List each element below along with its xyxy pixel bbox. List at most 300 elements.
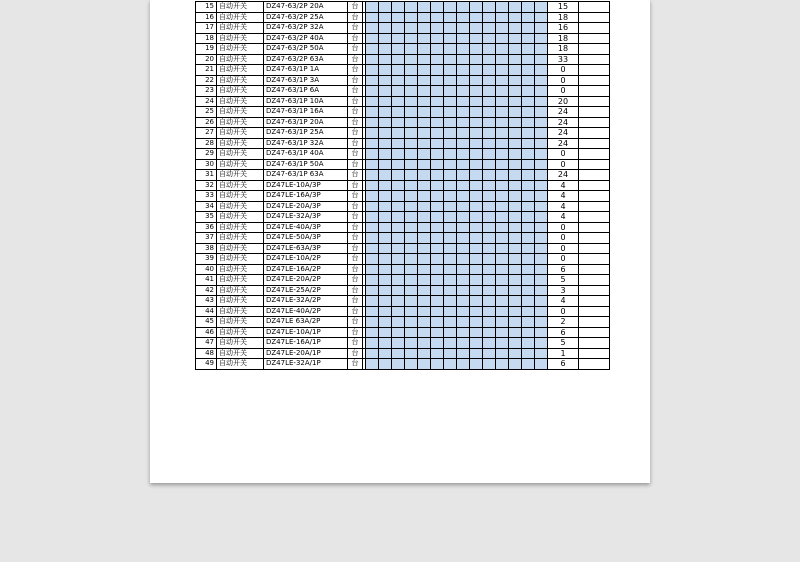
blank-grid-cell xyxy=(405,33,418,44)
blank-grid-cell xyxy=(509,65,522,76)
blank-grid-cell xyxy=(535,44,548,55)
quantity-cell: 1 xyxy=(548,348,579,359)
quantity-cell: 24 xyxy=(548,138,579,149)
blank-grid-cell xyxy=(418,233,431,244)
blank-grid-cell xyxy=(522,180,535,191)
blank-grid-cell xyxy=(496,243,509,254)
blank-grid-cell xyxy=(444,327,457,338)
item-spec-cell: DZ47-63/2P 25A xyxy=(264,12,348,23)
item-name-cell: 自动开关 xyxy=(217,170,264,181)
blank-grid-cell xyxy=(444,128,457,139)
blank-grid-cell xyxy=(483,159,496,170)
item-name-cell: 自动开关 xyxy=(217,2,264,13)
blank-grid-cell xyxy=(470,254,483,265)
blank-grid-cell xyxy=(444,191,457,202)
table-row xyxy=(196,275,610,286)
blank-grid-cell xyxy=(522,96,535,107)
item-spec-cell: DZ47LE-20A/3P xyxy=(264,201,348,212)
blank-grid-cell xyxy=(392,359,405,370)
unit-cell: 台 xyxy=(348,33,363,44)
blank-grid-cell xyxy=(418,254,431,265)
blank-grid-cell xyxy=(535,2,548,13)
blank-grid-cell xyxy=(418,149,431,160)
blank-grid-cell xyxy=(366,243,379,254)
blank-grid-cell xyxy=(470,117,483,128)
blank-grid-cell xyxy=(522,117,535,128)
blank-grid-cell xyxy=(431,149,444,160)
blank-grid-cell xyxy=(392,138,405,149)
blank-grid-cell xyxy=(379,212,392,223)
blank-grid-cell xyxy=(470,306,483,317)
item-name-cell: 自动开关 xyxy=(217,86,264,97)
blank-grid-cell xyxy=(522,65,535,76)
blank-grid-cell xyxy=(496,107,509,118)
table-row xyxy=(196,222,610,233)
blank-grid-cell xyxy=(457,306,470,317)
blank-grid-cell xyxy=(405,170,418,181)
blank-grid-cell xyxy=(379,2,392,13)
row-number-cell: 48 xyxy=(196,348,217,359)
blank-grid-cell xyxy=(496,348,509,359)
blank-grid-cell xyxy=(431,23,444,34)
blank-grid-cell xyxy=(509,54,522,65)
blank-grid-cell xyxy=(431,285,444,296)
blank-grid-cell xyxy=(431,138,444,149)
blank-grid-cell xyxy=(457,275,470,286)
blank-grid-cell xyxy=(457,180,470,191)
blank-grid-cell xyxy=(522,222,535,233)
blank-grid-cell xyxy=(470,212,483,223)
table-row xyxy=(196,159,610,170)
blank-grid-cell xyxy=(509,191,522,202)
item-spec-cell: DZ47LE-40A/2P xyxy=(264,306,348,317)
blank-grid-cell xyxy=(457,96,470,107)
blank-grid-cell xyxy=(431,117,444,128)
unit-cell: 台 xyxy=(348,359,363,370)
row-number-cell: 34 xyxy=(196,201,217,212)
blank-grid-cell xyxy=(444,54,457,65)
blank-grid-cell xyxy=(496,117,509,128)
blank-grid-cell xyxy=(405,128,418,139)
table-row xyxy=(196,191,610,202)
table-row xyxy=(196,149,610,160)
blank-grid-cell xyxy=(366,170,379,181)
blank-grid-cell xyxy=(457,33,470,44)
blank-grid-cell xyxy=(405,54,418,65)
row-number-cell: 15 xyxy=(196,2,217,13)
item-spec-cell: DZ47LE 63A/2P xyxy=(264,317,348,328)
blank-grid-cell xyxy=(444,180,457,191)
unit-cell: 台 xyxy=(348,306,363,317)
blank-grid-cell xyxy=(483,338,496,349)
blank-grid-cell xyxy=(431,359,444,370)
item-name-cell: 自动开关 xyxy=(217,201,264,212)
blank-grid-cell xyxy=(379,222,392,233)
blank-grid-cell xyxy=(379,317,392,328)
blank-grid-cell xyxy=(418,96,431,107)
blank-grid-cell xyxy=(418,180,431,191)
blank-grid-cell xyxy=(379,33,392,44)
blank-grid-cell xyxy=(509,107,522,118)
item-spec-cell: DZ47-63/2P 63A xyxy=(264,54,348,65)
row-number-cell: 31 xyxy=(196,170,217,181)
blank-cell xyxy=(579,86,610,97)
blank-grid-cell xyxy=(444,285,457,296)
blank-grid-cell xyxy=(444,33,457,44)
blank-grid-cell xyxy=(457,117,470,128)
blank-grid-cell xyxy=(379,44,392,55)
blank-grid-cell xyxy=(444,170,457,181)
blank-grid-cell xyxy=(405,254,418,265)
blank-grid-cell xyxy=(535,54,548,65)
blank-grid-cell xyxy=(444,275,457,286)
blank-grid-cell xyxy=(535,33,548,44)
blank-grid-cell xyxy=(444,75,457,86)
blank-cell xyxy=(579,117,610,128)
row-number-cell: 24 xyxy=(196,96,217,107)
blank-grid-cell xyxy=(379,285,392,296)
blank-grid-cell xyxy=(509,180,522,191)
blank-grid-cell xyxy=(405,348,418,359)
blank-grid-cell xyxy=(483,2,496,13)
blank-grid-cell xyxy=(392,23,405,34)
row-number-cell: 33 xyxy=(196,191,217,202)
blank-grid-cell xyxy=(522,254,535,265)
table-row xyxy=(196,54,610,65)
blank-grid-cell xyxy=(496,285,509,296)
blank-grid-cell xyxy=(392,149,405,160)
blank-grid-cell xyxy=(444,149,457,160)
blank-grid-cell xyxy=(496,65,509,76)
blank-grid-cell xyxy=(470,222,483,233)
blank-grid-cell xyxy=(431,2,444,13)
blank-grid-cell xyxy=(366,327,379,338)
quantity-cell: 24 xyxy=(548,107,579,118)
blank-grid-cell xyxy=(457,254,470,265)
blank-grid-cell xyxy=(470,191,483,202)
item-name-cell: 自动开关 xyxy=(217,191,264,202)
blank-grid-cell xyxy=(366,65,379,76)
blank-grid-cell xyxy=(483,149,496,160)
unit-cell: 台 xyxy=(348,212,363,223)
blank-grid-cell xyxy=(366,128,379,139)
blank-grid-cell xyxy=(431,159,444,170)
item-spec-cell: DZ47-63/1P 3A xyxy=(264,75,348,86)
blank-grid-cell xyxy=(522,23,535,34)
blank-grid-cell xyxy=(405,44,418,55)
blank-grid-cell xyxy=(509,201,522,212)
blank-grid-cell xyxy=(483,317,496,328)
blank-grid-cell xyxy=(522,306,535,317)
blank-cell xyxy=(579,138,610,149)
row-number-cell: 32 xyxy=(196,180,217,191)
blank-grid-cell xyxy=(496,54,509,65)
blank-grid-cell xyxy=(431,296,444,307)
blank-grid-cell xyxy=(483,275,496,286)
blank-grid-cell xyxy=(483,54,496,65)
blank-grid-cell xyxy=(392,128,405,139)
blank-grid-cell xyxy=(392,117,405,128)
blank-cell xyxy=(579,107,610,118)
blank-grid-cell xyxy=(444,159,457,170)
item-name-cell: 自动开关 xyxy=(217,306,264,317)
blank-grid-cell xyxy=(379,149,392,160)
blank-grid-cell xyxy=(431,75,444,86)
blank-grid-cell xyxy=(535,107,548,118)
blank-grid-cell xyxy=(457,296,470,307)
blank-grid-cell xyxy=(418,243,431,254)
blank-grid-cell xyxy=(366,44,379,55)
blank-grid-cell xyxy=(470,149,483,160)
blank-grid-cell xyxy=(392,317,405,328)
blank-grid-cell xyxy=(483,12,496,23)
blank-grid-cell xyxy=(431,306,444,317)
quantity-cell: 4 xyxy=(548,212,579,223)
row-number-cell: 36 xyxy=(196,222,217,233)
blank-grid-cell xyxy=(418,296,431,307)
blank-grid-cell xyxy=(366,338,379,349)
unit-cell: 台 xyxy=(348,285,363,296)
blank-grid-cell xyxy=(392,33,405,44)
item-spec-cell: DZ47-63/2P 32A xyxy=(264,23,348,34)
blank-grid-cell xyxy=(509,348,522,359)
blank-grid-cell xyxy=(366,86,379,97)
blank-grid-cell xyxy=(483,23,496,34)
quantity-cell: 5 xyxy=(548,275,579,286)
blank-grid-cell xyxy=(509,306,522,317)
blank-grid-cell xyxy=(379,296,392,307)
blank-grid-cell xyxy=(392,243,405,254)
blank-grid-cell xyxy=(470,86,483,97)
blank-grid-cell xyxy=(470,44,483,55)
blank-grid-cell xyxy=(392,96,405,107)
blank-grid-cell xyxy=(366,264,379,275)
blank-grid-cell xyxy=(418,23,431,34)
blank-grid-cell xyxy=(392,327,405,338)
blank-grid-cell xyxy=(405,75,418,86)
row-number-cell: 23 xyxy=(196,86,217,97)
table-row xyxy=(196,180,610,191)
blank-grid-cell xyxy=(431,54,444,65)
unit-cell: 台 xyxy=(348,54,363,65)
quantity-cell: 24 xyxy=(548,170,579,181)
item-spec-cell: DZ47LE-32A/3P xyxy=(264,212,348,223)
blank-grid-cell xyxy=(496,44,509,55)
blank-grid-cell xyxy=(535,275,548,286)
blank-grid-cell xyxy=(457,338,470,349)
row-number-cell: 39 xyxy=(196,254,217,265)
blank-grid-cell xyxy=(496,2,509,13)
blank-grid-cell xyxy=(457,285,470,296)
blank-grid-cell xyxy=(509,149,522,160)
blank-grid-cell xyxy=(522,233,535,244)
blank-grid-cell xyxy=(483,107,496,118)
blank-grid-cell xyxy=(470,317,483,328)
item-name-cell: 自动开关 xyxy=(217,243,264,254)
item-name-cell: 自动开关 xyxy=(217,159,264,170)
blank-grid-cell xyxy=(392,12,405,23)
blank-grid-cell xyxy=(509,12,522,23)
blank-grid-cell xyxy=(535,149,548,160)
blank-grid-cell xyxy=(366,138,379,149)
blank-grid-cell xyxy=(522,201,535,212)
blank-grid-cell xyxy=(535,96,548,107)
blank-grid-cell xyxy=(418,86,431,97)
blank-grid-cell xyxy=(535,222,548,233)
blank-grid-cell xyxy=(457,159,470,170)
item-name-cell: 自动开关 xyxy=(217,149,264,160)
item-name-cell: 自动开关 xyxy=(217,285,264,296)
blank-grid-cell xyxy=(496,317,509,328)
blank-grid-cell xyxy=(444,338,457,349)
quantity-cell: 0 xyxy=(548,254,579,265)
blank-grid-cell xyxy=(496,191,509,202)
unit-cell: 台 xyxy=(348,107,363,118)
blank-grid-cell xyxy=(509,159,522,170)
row-number-cell: 45 xyxy=(196,317,217,328)
blank-cell xyxy=(579,306,610,317)
blank-grid-cell xyxy=(457,317,470,328)
blank-grid-cell xyxy=(444,44,457,55)
blank-grid-cell xyxy=(392,254,405,265)
blank-grid-cell xyxy=(509,170,522,181)
table-body xyxy=(196,2,610,370)
quantity-cell: 0 xyxy=(548,149,579,160)
unit-cell: 台 xyxy=(348,2,363,13)
blank-grid-cell xyxy=(379,275,392,286)
blank-grid-cell xyxy=(483,348,496,359)
blank-grid-cell xyxy=(483,264,496,275)
blank-grid-cell xyxy=(470,359,483,370)
unit-cell: 台 xyxy=(348,254,363,265)
blank-grid-cell xyxy=(483,285,496,296)
blank-grid-cell xyxy=(431,233,444,244)
blank-grid-cell xyxy=(522,107,535,118)
blank-grid-cell xyxy=(392,180,405,191)
blank-grid-cell xyxy=(457,107,470,118)
blank-grid-cell xyxy=(509,96,522,107)
unit-cell: 台 xyxy=(348,222,363,233)
blank-grid-cell xyxy=(418,338,431,349)
blank-cell xyxy=(579,296,610,307)
blank-grid-cell xyxy=(535,243,548,254)
table-row xyxy=(196,212,610,223)
blank-grid-cell xyxy=(496,338,509,349)
blank-grid-cell xyxy=(366,212,379,223)
blank-cell xyxy=(579,348,610,359)
row-number-cell: 16 xyxy=(196,12,217,23)
table-row xyxy=(196,254,610,265)
table-row xyxy=(196,233,610,244)
blank-grid-cell xyxy=(535,348,548,359)
item-name-cell: 自动开关 xyxy=(217,44,264,55)
row-number-cell: 47 xyxy=(196,338,217,349)
blank-grid-cell xyxy=(379,338,392,349)
table-row xyxy=(196,338,610,349)
blank-grid-cell xyxy=(496,201,509,212)
blank-grid-cell xyxy=(366,191,379,202)
item-spec-cell: DZ47-63/1P 25A xyxy=(264,128,348,139)
blank-grid-cell xyxy=(522,86,535,97)
unit-cell: 台 xyxy=(348,191,363,202)
blank-grid-cell xyxy=(522,128,535,139)
row-number-cell: 38 xyxy=(196,243,217,254)
blank-grid-cell xyxy=(405,180,418,191)
quantity-cell: 0 xyxy=(548,86,579,97)
quantity-cell: 16 xyxy=(548,23,579,34)
item-spec-cell: DZ47LE-16A/2P xyxy=(264,264,348,275)
blank-grid-cell xyxy=(405,2,418,13)
item-spec-cell: DZ47LE-32A/2P xyxy=(264,296,348,307)
blank-cell xyxy=(579,243,610,254)
blank-grid-cell xyxy=(418,2,431,13)
blank-grid-cell xyxy=(470,243,483,254)
blank-cell xyxy=(579,128,610,139)
blank-grid-cell xyxy=(522,359,535,370)
blank-grid-cell xyxy=(470,201,483,212)
blank-grid-cell xyxy=(535,264,548,275)
blank-cell xyxy=(579,180,610,191)
blank-grid-cell xyxy=(444,222,457,233)
item-spec-cell: DZ47LE-25A/2P xyxy=(264,285,348,296)
blank-grid-cell xyxy=(470,180,483,191)
spreadsheet-table xyxy=(195,1,610,370)
blank-grid-cell xyxy=(522,212,535,223)
blank-cell xyxy=(579,285,610,296)
quantity-cell: 18 xyxy=(548,12,579,23)
blank-grid-cell xyxy=(509,264,522,275)
blank-grid-cell xyxy=(535,12,548,23)
blank-grid-cell xyxy=(392,159,405,170)
blank-grid-cell xyxy=(366,33,379,44)
blank-cell xyxy=(579,170,610,181)
blank-grid-cell xyxy=(444,306,457,317)
blank-grid-cell xyxy=(535,359,548,370)
blank-grid-cell xyxy=(444,254,457,265)
blank-grid-cell xyxy=(366,96,379,107)
blank-grid-cell xyxy=(457,201,470,212)
blank-grid-cell xyxy=(431,264,444,275)
blank-grid-cell xyxy=(392,264,405,275)
blank-grid-cell xyxy=(522,159,535,170)
blank-grid-cell xyxy=(522,54,535,65)
quantity-cell: 2 xyxy=(548,317,579,328)
blank-grid-cell xyxy=(392,75,405,86)
blank-grid-cell xyxy=(418,138,431,149)
blank-grid-cell xyxy=(522,138,535,149)
blank-grid-cell xyxy=(418,65,431,76)
blank-grid-cell xyxy=(483,170,496,181)
blank-grid-cell xyxy=(392,2,405,13)
blank-grid-cell xyxy=(392,348,405,359)
item-spec-cell: DZ47-63/1P 40A xyxy=(264,149,348,160)
blank-grid-cell xyxy=(509,44,522,55)
blank-grid-cell xyxy=(496,86,509,97)
blank-grid-cell xyxy=(535,317,548,328)
blank-grid-cell xyxy=(379,243,392,254)
item-spec-cell: DZ47-63/1P 20A xyxy=(264,117,348,128)
blank-grid-cell xyxy=(535,117,548,128)
row-number-cell: 35 xyxy=(196,212,217,223)
blank-grid-cell xyxy=(405,212,418,223)
row-number-cell: 28 xyxy=(196,138,217,149)
blank-grid-cell xyxy=(535,233,548,244)
blank-grid-cell xyxy=(470,2,483,13)
quantity-cell: 0 xyxy=(548,306,579,317)
blank-grid-cell xyxy=(509,222,522,233)
blank-grid-cell xyxy=(535,201,548,212)
blank-grid-cell xyxy=(405,296,418,307)
